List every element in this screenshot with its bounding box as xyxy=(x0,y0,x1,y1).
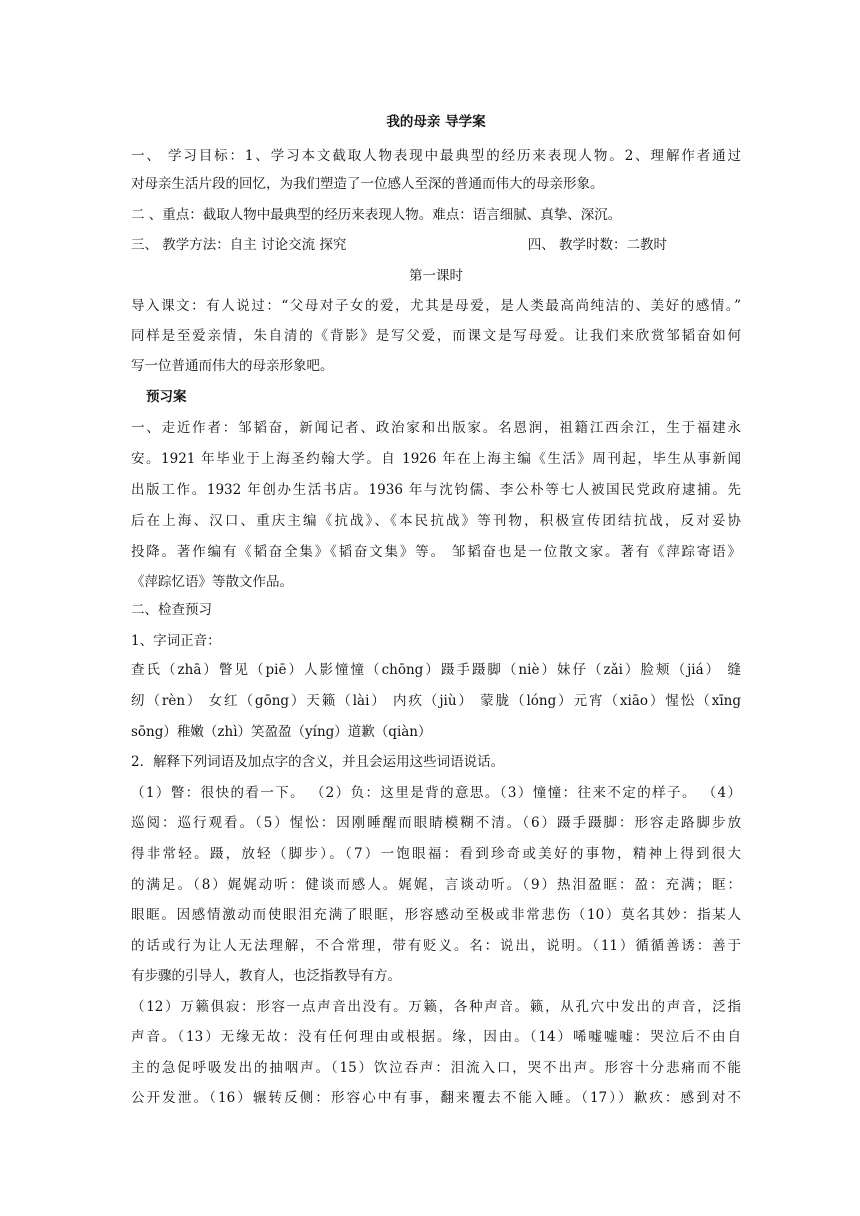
explain-line-9: 声音。（13）无缘无故：没有任何理由或根据。缘，因由。（14）唏嘘嘘嘘：哭泣后不由自 xyxy=(131,1029,741,1045)
explain-heading: 2．解释下列词语及加点字的含义，并且会运用这些词语说话。 xyxy=(131,754,505,770)
explain-line-10: 主的急促呼吸发出的抽咽声。（15）饮泣吞声：泪流入口，哭不出声。形容十分悲痛而不能 xyxy=(131,1060,741,1076)
author-line-2: 安。1921 年毕业于上海圣约翰大学。自 1926 年在上海主编《生活》周刊起，毕生从事新闻 xyxy=(131,451,741,467)
explain-line-2: 巡阅：巡行观看。（5）惺忪：因刚睡醒而眼睛模糊不清。（6）蹑手蹑脚：形容走路脚步放 xyxy=(131,815,741,831)
explain-line-7: 有步骤的引导人，教育人，也泛指教导有方。 xyxy=(131,968,401,984)
check-heading: 二、检查预习 xyxy=(131,602,212,618)
objectives-line-1: 一、 学习目标：1、学习本文截取人物表现中最典型的经历来表现人物。2、理解作者通过 xyxy=(131,148,741,164)
explain-line-4: 的满足。（8）娓娓动听：健谈而感人。娓娓，言谈动听。（9）热泪盈眶：盈：充满；眶： xyxy=(131,877,741,893)
pinyin-heading: 1、字词正音： xyxy=(131,633,221,649)
author-line-4: 后在上海、汉口、重庆主编《抗战》、《本民抗战》等刊物，积极宣传团结抗战，反对妥协 xyxy=(131,513,741,529)
explain-line-5: 眼眶。因感情激动而使眼泪充满了眼眶，形容感动至极或非常悲伤（10）莫名其妙：指某人 xyxy=(131,907,741,923)
objectives-line-2: 对母亲生活片段的回忆，为我们塑造了一位感人至深的普通而伟大的母亲形象。 xyxy=(131,176,604,192)
intro-line-2: 同样是至爱亲情，朱自清的《背影》是写父爱，而课文是写母爱。让我们来欣赏邹韬奋如何 xyxy=(131,328,741,344)
pinyin-line-3: sōng）稚嫩（zhì）笑盈盈（yíng）道歉（qiàn） xyxy=(131,724,432,740)
author-line-1: 一、走近作者：邹韬奋，新闻记者、政治家和出版家。名恩润，祖籍江西余江，生于福建永 xyxy=(131,420,741,436)
methods-line xyxy=(131,235,741,255)
preview-heading: 预习案 xyxy=(146,389,187,405)
pinyin-line-1: 查氏（zhā）瞥见（piē）人影憧憧（chōng）蹑手蹑脚（niè）妹仔（zǎi）脸颊（jiá） 缝 xyxy=(131,662,741,678)
lesson-heading: 第一课时 xyxy=(409,268,463,284)
author-line-6: 《萍踪忆语》等散文作品。 xyxy=(131,574,293,590)
teaching-methods: 三、 教学方法：自主 讨论交流 探究 xyxy=(131,237,347,253)
explain-line-3: 得非常轻。蹑，放轻（脚步）。（7）一饱眼福：看到珍奇或美好的事物，精神上得到很大 xyxy=(131,846,741,862)
author-line-5: 投降。著作编有《韬奋全集》《韬奋文集》等。 邹韬奋也是一位散文家。著有《萍踪寄语》 xyxy=(131,544,741,560)
explain-line-11: 公开发泄。（16）辗转反侧：形容心中有事，翻来覆去不能入睡。（17））歉疚：感到对不 xyxy=(131,1090,741,1106)
explain-line-1: （1）瞥：很快的看一下。 （2）负：这里是背的意思。（3）憧憧：往来不定的样子。 （4） xyxy=(131,785,741,801)
intro-line-3: 写一位普通而伟大的母亲形象吧。 xyxy=(131,358,334,374)
explain-line-6: 的话或行为让人无法理解，不合常理，带有贬义。名：说出，说明。（11）循循善诱：善于 xyxy=(131,938,741,954)
author-line-3: 出版工作。1932 年创办生活书店。1936 年与沈钧儒、李公朴等七人被国民党政府逮捕。先 xyxy=(131,482,741,498)
explain-line-8: （12）万籁俱寂：形容一点声音出没有。万籁，各种声音。籁，从孔穴中发出的声音，泛指 xyxy=(131,999,741,1015)
key-points-line: 二 、重点：截取人物中最典型的经历来表现人物。难点：语言细腻、真挚、深沉。 xyxy=(131,207,622,223)
doc-title: 我的母亲 导学案 xyxy=(386,114,486,130)
intro-line-1: 导入课文：有人说过：“父母对子女的爱，尤其是母爱，是人类最高尚纯洁的、美好的感情。” xyxy=(131,298,741,314)
teaching-hours: 四、 教学时数：二教时 xyxy=(527,237,667,253)
pinyin-line-2: 纫（rèn） 女红（gōng）天籁（lài） 内疚（jiù） 蒙胧（lóng）元宵（xiāo）惺忪（xīng xyxy=(131,693,741,709)
